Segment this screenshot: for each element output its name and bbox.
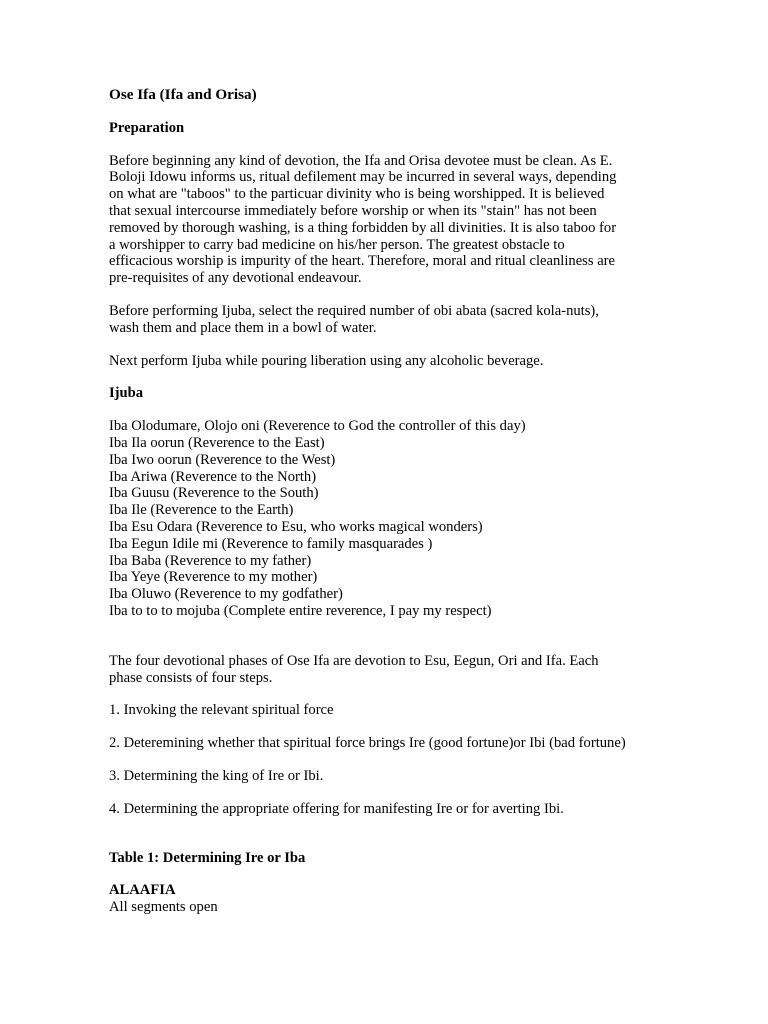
kola-paragraph bbox=[109, 303, 749, 337]
ijuba-line: Iba Olodumare, Olojo oni (Reverence to God the controller of this day) bbox=[109, 418, 526, 435]
entry-name: ALAAFIA bbox=[109, 882, 176, 899]
ijuba-heading: Ijuba bbox=[109, 385, 144, 402]
ijuba-line: Iba Eegun Idile mi (Reverence to family masquarades ) bbox=[109, 535, 433, 552]
ijuba-line: Iba Guusu (Reverence to the South) bbox=[109, 485, 319, 502]
paragraph-line: removed by thorough washing, is a thing forbidden by all divinities. It is also taboo for bbox=[109, 219, 617, 236]
phase-step-2: 2. Deteremining whether that spiritual force brings Ire (good fortune)or Ibi (bad fortune) bbox=[109, 735, 626, 752]
paragraph-line: Before performing Ijuba, select the required number of obi abata (sacred kola-nuts), bbox=[109, 302, 599, 319]
preparation-heading: Preparation bbox=[109, 119, 185, 136]
paragraph-line: Before beginning any kind of devotion, the Ifa and Orisa devotee must be clean. As E. bbox=[109, 152, 613, 169]
preparation-paragraph bbox=[109, 153, 749, 287]
ijuba-line: Iba Iwo oorun (Reverence to the West) bbox=[109, 451, 336, 468]
ijuba-line: Iba to to to mojuba (Complete entire reverence, I pay my respect) bbox=[109, 602, 492, 619]
ijuba-line: Iba Ariwa (Reverence to the North) bbox=[109, 468, 317, 485]
phase-step-1: 1. Invoking the relevant spiritual force bbox=[109, 702, 334, 719]
document-title: Ose Ifa (Ifa and Orisa) bbox=[109, 86, 257, 103]
paragraph-line: The four devotional phases of Ose Ifa are devotion to Esu, Eegun, Ori and Ifa. Each bbox=[109, 652, 599, 669]
phase-step-3: 3. Determining the king of Ire or Ibi. bbox=[109, 767, 324, 784]
paragraph-line: on what are "taboos" to the particuar divinity who is being worshipped. It is believed bbox=[109, 186, 605, 203]
ijuba-line: Iba Baba (Reverence to my father) bbox=[109, 552, 312, 569]
paragraph-line: pre-requisites of any devotional endeavour. bbox=[109, 270, 362, 287]
ijuba-line: Iba Esu Odara (Reverence to Esu, who works magical wonders) bbox=[109, 518, 483, 535]
table-1-entry bbox=[109, 882, 749, 916]
document-page bbox=[109, 87, 749, 916]
paragraph-line: phase consists of four steps. bbox=[109, 669, 273, 686]
ijuba-list bbox=[109, 418, 749, 620]
phase-step-4: 4. Determining the appropriate offering for manifesting Ire or for averting Ibi. bbox=[109, 800, 564, 817]
ijuba-line: Iba Ile (Reverence to the Earth) bbox=[109, 502, 294, 519]
ijuba-line: Iba Ila oorun (Reverence to the East) bbox=[109, 434, 325, 451]
paragraph-line: Boloji Idowu informs us, ritual defilement may be incurred in several ways, depending bbox=[109, 169, 617, 186]
paragraph-line: that sexual intercourse immediately before worship or when its "stain" has not been bbox=[109, 202, 597, 219]
paragraph-line: efficacious worship is impurity of the heart. Therefore, moral and ritual cleanliness are bbox=[109, 253, 616, 270]
ijuba-line: Iba Oluwo (Reverence to my godfather) bbox=[109, 586, 343, 603]
phases-intro bbox=[109, 653, 749, 687]
table-1-heading: Table 1: Determining Ire or Iba bbox=[109, 849, 306, 866]
entry-description: All segments open bbox=[109, 899, 218, 916]
paragraph-line: a worshipper to carry bad medicine on his/her person. The greatest obstacle to bbox=[109, 236, 565, 253]
ijuba-line: Iba Yeye (Reverence to my mother) bbox=[109, 569, 318, 586]
paragraph-line: wash them and place them in a bowl of water. bbox=[109, 319, 377, 336]
liberation-paragraph: Next perform Ijuba while pouring liberation using any alcoholic beverage. bbox=[109, 352, 544, 369]
